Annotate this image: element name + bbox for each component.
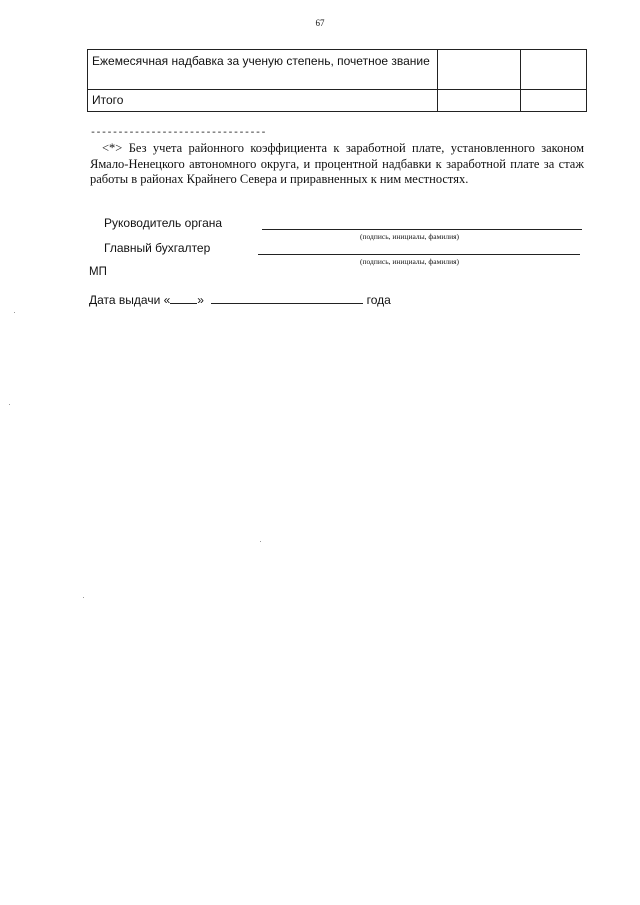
accountant-signature-line bbox=[258, 254, 580, 255]
head-signature-hint: (подпись, инициалы, фамилия) bbox=[360, 232, 460, 241]
scan-speck bbox=[9, 404, 10, 405]
footnote-text: <*> Без учета районного коэффициента к заработной плате, установленного законом Ямало-Ненецкого автономного округа, и процентной надбавки к заработной плате за стаж работы в районах Крайнего Севера и приравненных к ним местностях. bbox=[90, 141, 584, 186]
scan-speck bbox=[14, 312, 15, 313]
table-cell-label: Ежемесячная надбавка за ученую степень, почетное звание bbox=[88, 50, 438, 90]
month-year-blank bbox=[211, 292, 363, 304]
head-signature-line bbox=[262, 229, 582, 230]
table-cell-label: Итого bbox=[88, 90, 438, 112]
accountant-signature-hint: (подпись, инициалы, фамилия) bbox=[360, 257, 460, 266]
allowance-table bbox=[87, 49, 587, 112]
day-blank bbox=[170, 292, 197, 304]
issue-date-line bbox=[89, 292, 391, 307]
issue-date-prefix: Дата выдачи « bbox=[89, 293, 171, 307]
footnote-separator: -------------------------------- bbox=[90, 128, 267, 139]
table-cell bbox=[438, 90, 521, 112]
accountant-signature-label: Главный бухгалтер bbox=[104, 241, 211, 255]
table-row bbox=[88, 90, 587, 112]
scan-speck bbox=[83, 597, 84, 598]
page-number: 67 bbox=[315, 18, 325, 28]
stamp-place: МП bbox=[89, 266, 107, 278]
table-cell bbox=[521, 50, 587, 90]
table-cell bbox=[438, 50, 521, 90]
head-signature-label: Руководитель органа bbox=[104, 216, 223, 230]
scan-speck bbox=[260, 541, 261, 542]
issue-date-mid: » bbox=[197, 293, 204, 307]
issue-date-suffix: года bbox=[366, 293, 391, 307]
table-row bbox=[88, 50, 587, 90]
table-cell bbox=[521, 90, 587, 112]
